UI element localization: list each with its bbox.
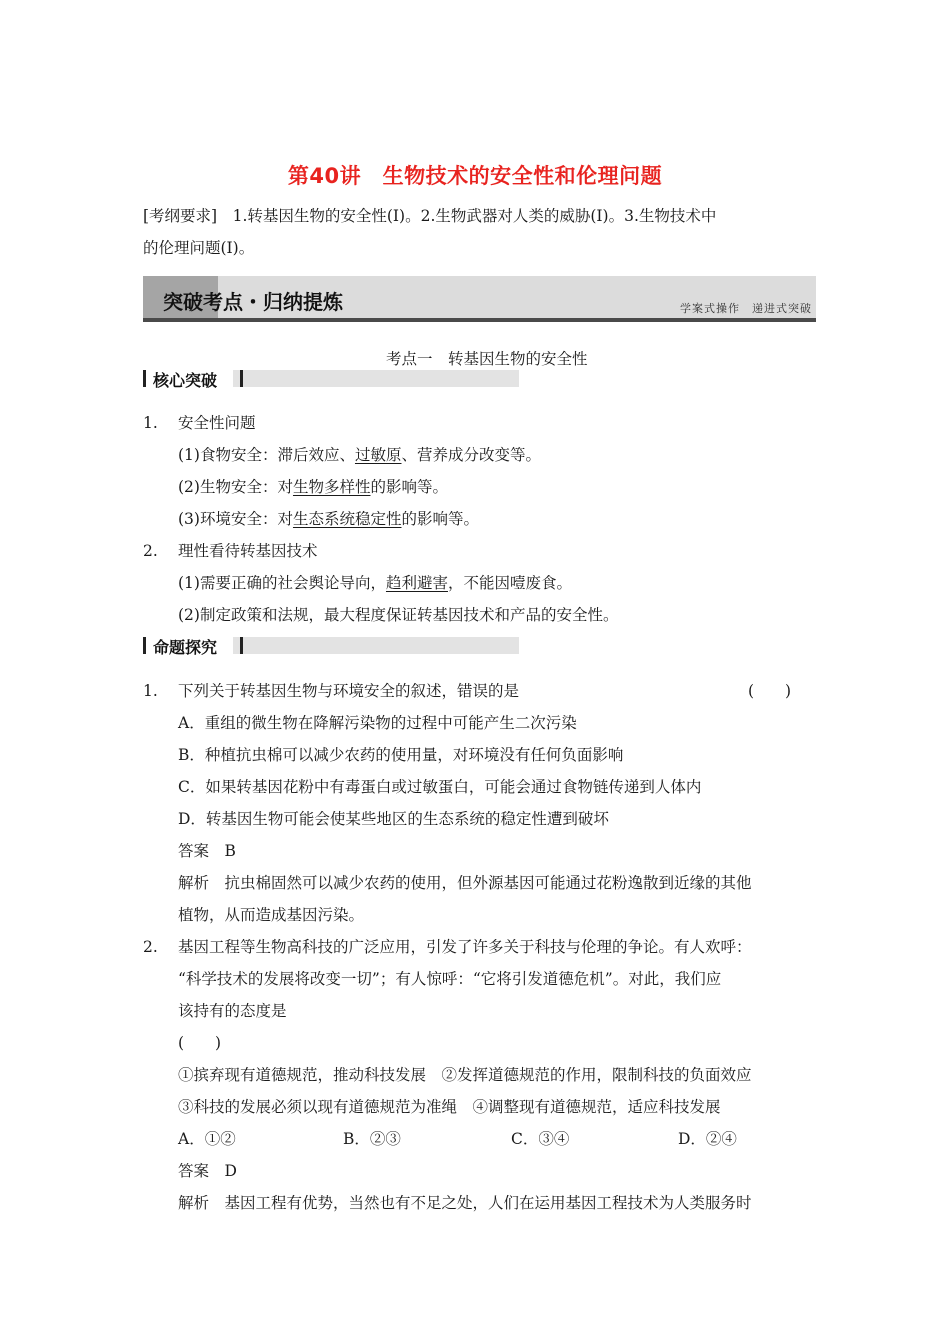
page-title: 第40讲 生物技术的安全性和伦理问题 bbox=[287, 164, 663, 188]
banner-underline bbox=[143, 318, 816, 322]
question-1-answer: 答案 B bbox=[178, 842, 236, 860]
section-shade bbox=[233, 637, 519, 654]
question-2-statements-line-2: ③科技的发展必须以现有道德规范为准绳 ④调整现有道德规范，适应科技发展 bbox=[178, 1098, 721, 1116]
question-1-analysis-line-1: 解析 抗虫棉固然可以减少农药的使用，但外源基因可能通过花粉逸散到近缘的其他 bbox=[178, 874, 752, 892]
exam-requirements-line-1: [考纲要求] 1.转基因生物的安全性(Ⅰ)。2.生物武器对人类的威胁(Ⅰ)。3.生物技术中 bbox=[143, 207, 717, 225]
section-shade bbox=[233, 370, 519, 387]
question-2-option-c: C．③④ bbox=[511, 1130, 570, 1148]
question-2-option-d: D．②④ bbox=[678, 1130, 737, 1148]
core-item-1-text: 安全性问题 bbox=[178, 414, 256, 432]
question-2-answer-bracket: ( ) bbox=[178, 1034, 222, 1052]
question-2-stem-line-3: 该持有的态度是 bbox=[178, 1002, 287, 1020]
question-1-option-d: D．转基因生物可能会使某些地区的生态系统的稳定性遭到破坏 bbox=[178, 810, 609, 828]
core-sub-5: (2)制定政策和法规，最大程度保证转基因技术和产品的安全性。 bbox=[178, 606, 619, 624]
exam-requirements-line-2: 的伦理问题(Ⅰ)。 bbox=[143, 239, 255, 257]
section-bar-right bbox=[240, 637, 243, 654]
core-item-1-number: 1. bbox=[143, 414, 158, 432]
banner-tagline: 学案式操作 递进式突破 bbox=[680, 302, 812, 315]
banner-label: 突破考点・归纳提炼 bbox=[163, 290, 343, 314]
question-1-answer-bracket: ( ) bbox=[748, 682, 792, 700]
question-1-analysis-line-2: 植物，从而造成基因污染。 bbox=[178, 906, 365, 924]
section-questions-label: 命题探究 bbox=[153, 635, 223, 658]
section-bar-left bbox=[143, 370, 146, 387]
core-sub-2: (2)生物安全：对生物多样性的影响等。 bbox=[178, 478, 448, 496]
core-item-2-text: 理性看待转基因技术 bbox=[178, 542, 318, 560]
core-sub-1: (1)食物安全：滞后效应、过敏原、营养成分改变等。 bbox=[178, 446, 541, 464]
question-2-analysis-line-1: 解析 基因工程有优势，当然也有不足之处，人们在运用基因工程技术为人类服务时 bbox=[178, 1194, 752, 1212]
question-1-option-c: C．如果转基因花粉中有毒蛋白或过敏蛋白，可能会通过食物链传递到人体内 bbox=[178, 778, 702, 796]
section-bar-right bbox=[240, 370, 243, 387]
topic-heading: 考点一 转基因生物的安全性 bbox=[386, 350, 588, 368]
question-2-option-a: A．①② bbox=[178, 1130, 236, 1148]
core-sub-4: (1)需要正确的社会舆论导向，趋利避害，不能因噎废食。 bbox=[178, 574, 572, 592]
question-1-number: 1. bbox=[143, 682, 158, 700]
question-1-option-b: B．种植抗虫棉可以减少农药的使用量，对环境没有任何负面影响 bbox=[178, 746, 624, 764]
question-1-stem: 下列关于转基因生物与环境安全的叙述，错误的是 bbox=[178, 682, 520, 700]
question-2-stem-line-2: “科学技术的发展将改变一切”；有人惊呼：“它将引发道德危机”。对此，我们应 bbox=[178, 970, 722, 988]
section-core-heading bbox=[143, 368, 523, 388]
section-core-label: 核心突破 bbox=[153, 368, 223, 391]
core-sub-3: (3)环境安全：对生态系统稳定性的影响等。 bbox=[178, 510, 479, 528]
question-1-option-a: A．重组的微生物在降解污染物的过程中可能产生二次污染 bbox=[178, 714, 577, 732]
question-2-number: 2. bbox=[143, 938, 158, 956]
question-2-statements-line-1: ①摈弃现有道德规范，推动科技发展 ②发挥道德规范的作用，限制科技的负面效应 bbox=[178, 1066, 752, 1084]
core-item-2-number: 2. bbox=[143, 542, 158, 560]
section-bar-left bbox=[143, 637, 146, 654]
question-2-answer: 答案 D bbox=[178, 1162, 237, 1180]
section-questions-heading bbox=[143, 635, 523, 655]
question-2-stem-line-1: 基因工程等生物高科技的广泛应用，引发了许多关于科技与伦理的争论。有人欢呼： bbox=[178, 938, 752, 956]
section-banner bbox=[143, 276, 816, 322]
question-2-option-b: B．②③ bbox=[343, 1130, 401, 1148]
